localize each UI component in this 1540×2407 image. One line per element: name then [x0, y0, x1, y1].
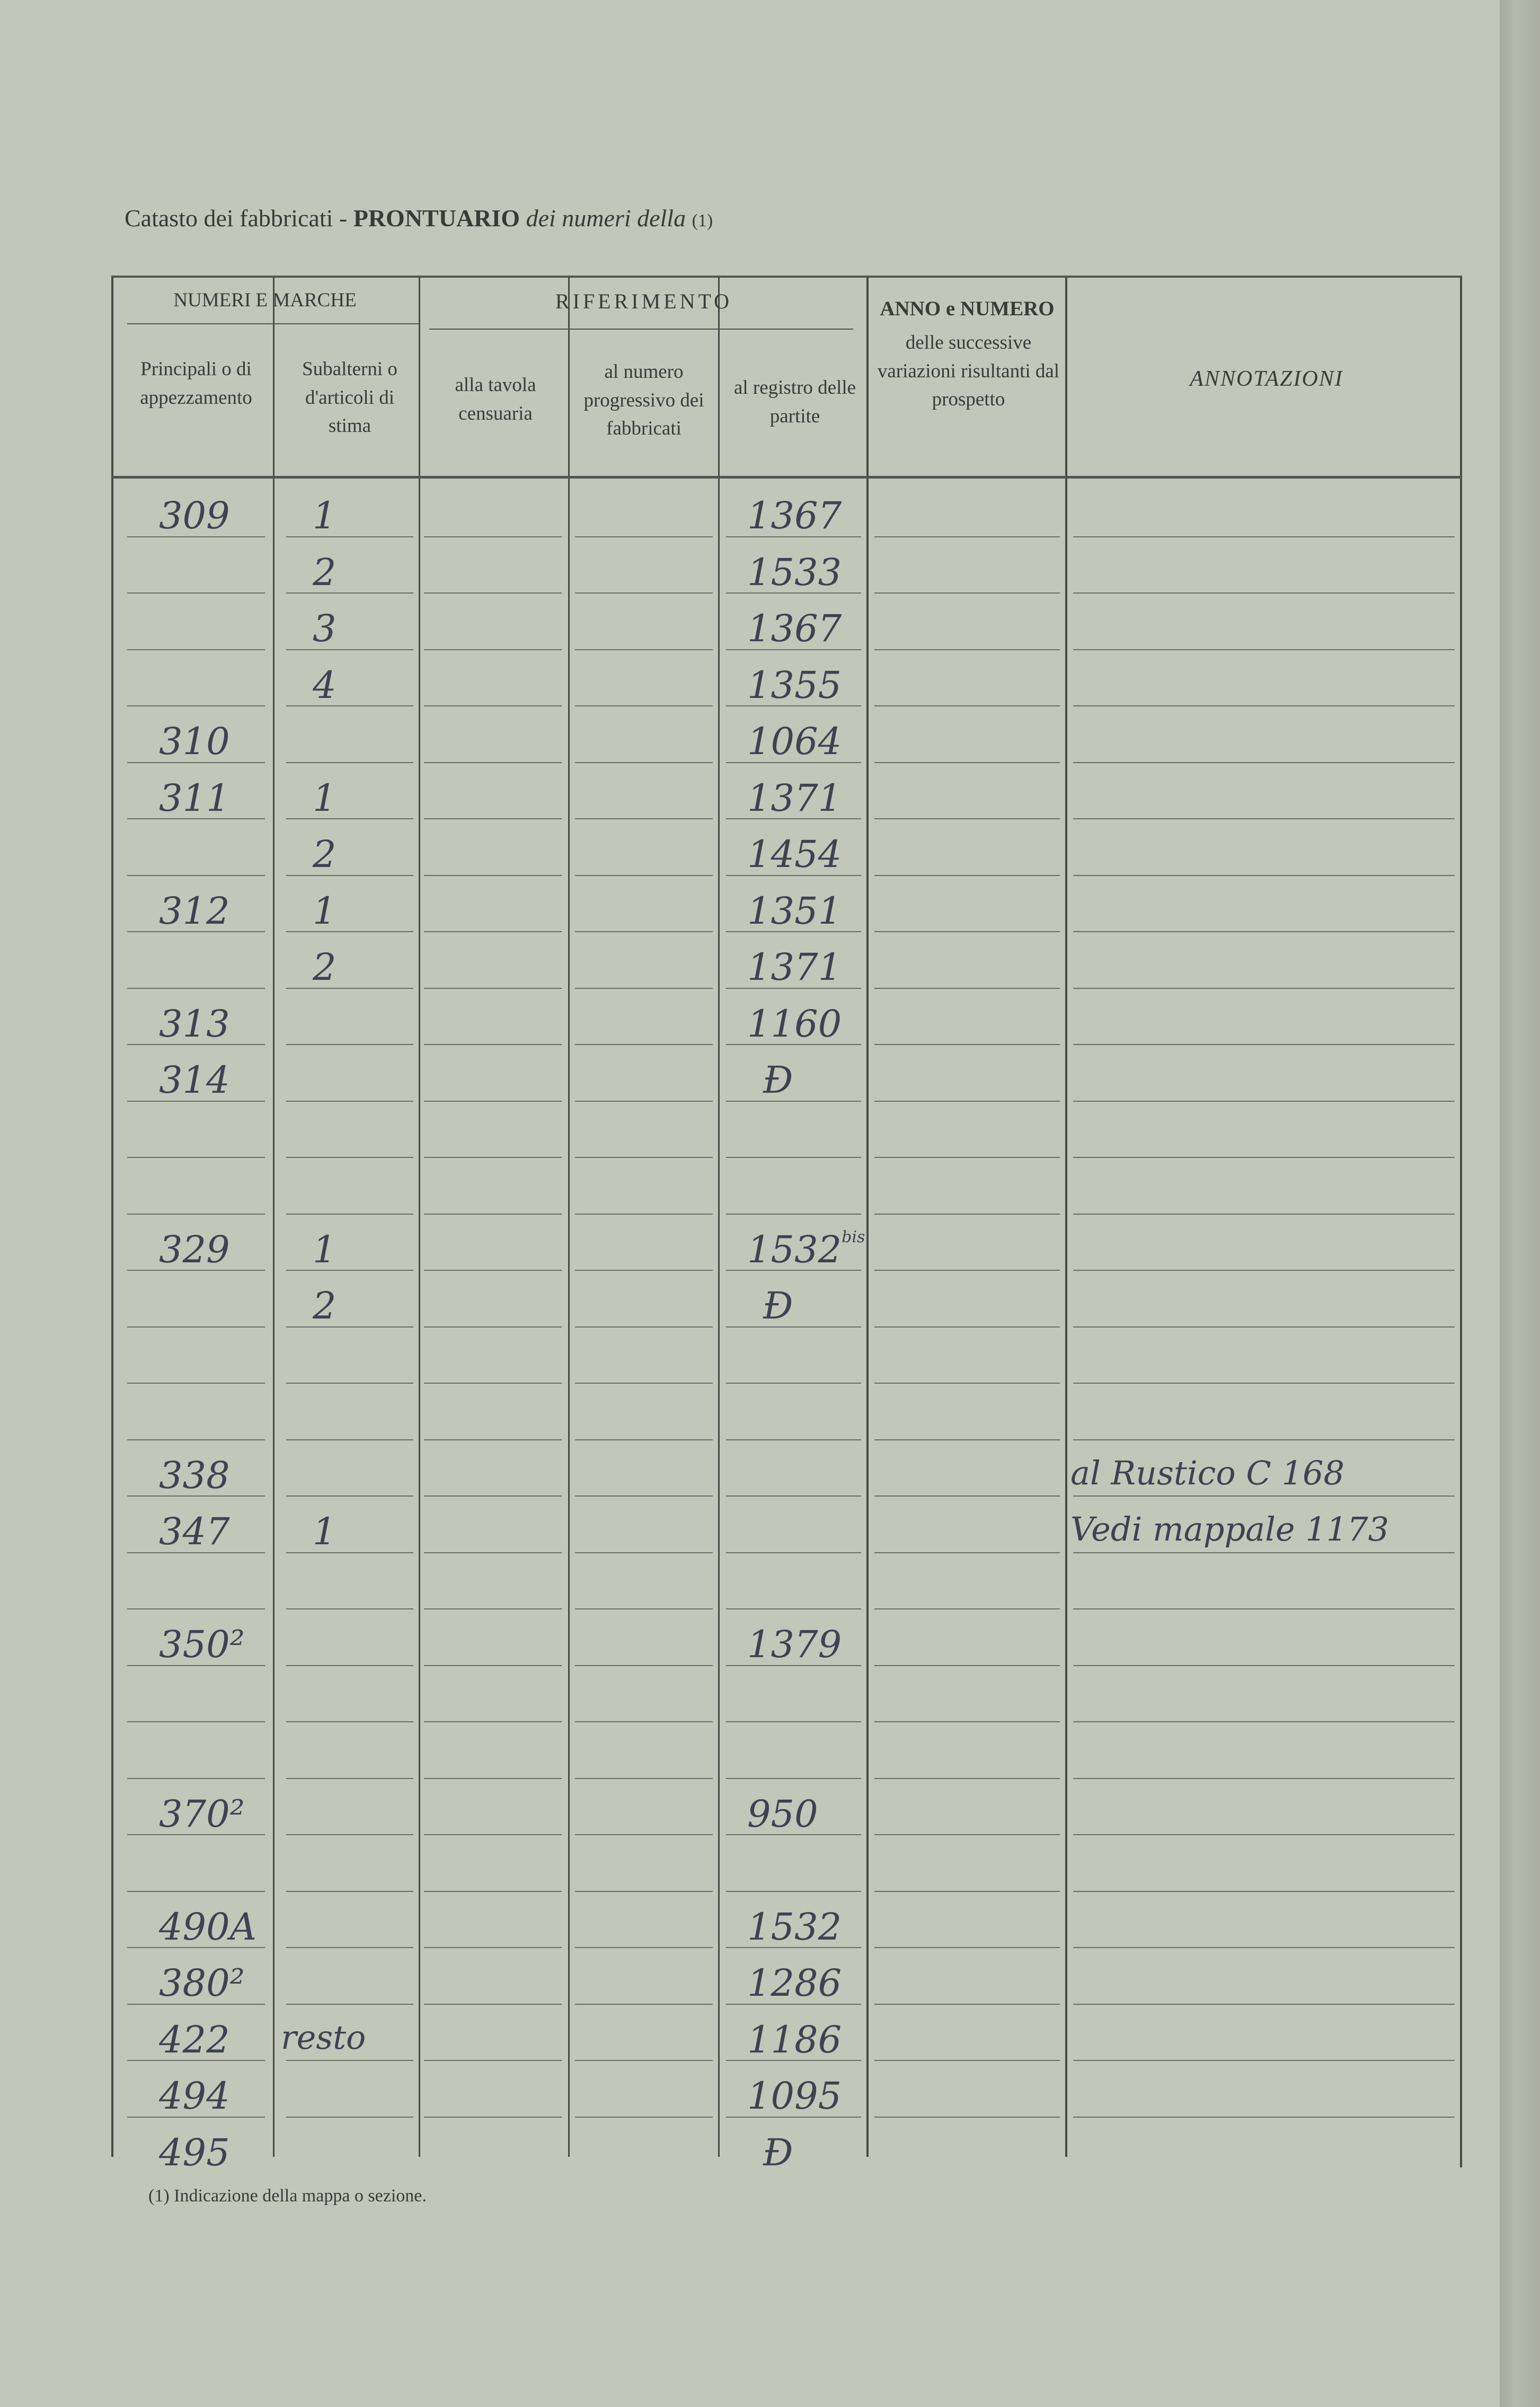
- principale-number: 350²: [159, 1623, 245, 1666]
- row-rule: [127, 1214, 265, 1215]
- row-rule: [726, 1326, 861, 1328]
- registro-superscript: bis: [842, 1227, 865, 1246]
- row-rule: [424, 2060, 562, 2061]
- principale-number: 329: [159, 1227, 230, 1271]
- col-subalterni: Subalterni o d'articoli di stima: [302, 358, 397, 437]
- row-rule: [127, 1157, 265, 1158]
- row-rule: [726, 1608, 861, 1609]
- row-rule: [1073, 1665, 1455, 1666]
- row-rule: [874, 1044, 1060, 1045]
- registro-partita: 1371: [747, 945, 842, 989]
- row-rule: [424, 1270, 562, 1271]
- row-rule: [1073, 762, 1455, 763]
- row-rule: [575, 2060, 713, 2061]
- row-rule: [286, 818, 413, 819]
- row-rule: [575, 1383, 713, 1384]
- row-rule: [286, 988, 413, 989]
- row-rule: [286, 1552, 413, 1553]
- row-rule: [575, 1270, 713, 1271]
- row-rule: [874, 1947, 1060, 1948]
- row-rule: [286, 1326, 413, 1328]
- row-rule: [424, 1495, 562, 1497]
- row-rule: [726, 1101, 861, 1102]
- row-rule: [1073, 1383, 1455, 1384]
- registro-partita: 1064: [747, 720, 842, 763]
- row-rule: [286, 2117, 413, 2118]
- annotation-note: al Rustico C 168: [1070, 1453, 1344, 1492]
- row-rule: [286, 1665, 413, 1666]
- row-rule: [1073, 1214, 1455, 1215]
- row-rule: [1073, 2117, 1455, 2118]
- row-rule: [286, 705, 413, 706]
- registro-partita: $1532^{bis}$: [747, 1227, 865, 1271]
- col-divider: [419, 276, 420, 2157]
- row-rule: [1073, 1101, 1455, 1102]
- row-rule: [726, 1495, 861, 1497]
- row-rule: [575, 2004, 713, 2005]
- table-border-right: [1460, 276, 1462, 2167]
- registro-partita: 1160: [747, 1002, 842, 1046]
- row-rule: [286, 1157, 413, 1158]
- row-rule: [424, 1439, 562, 1440]
- row-rule: [575, 649, 713, 650]
- row-rule: [286, 762, 413, 763]
- row-rule: [424, 1778, 562, 1779]
- row-rule: [127, 1721, 265, 1722]
- row-rule: [1073, 875, 1455, 876]
- row-rule: [286, 1834, 413, 1835]
- row-rule: [1073, 592, 1455, 594]
- row-rule: [286, 1495, 413, 1497]
- row-rule: [286, 1891, 413, 1892]
- page-header: [125, 204, 1078, 241]
- registro-partita: 1379: [747, 1623, 842, 1666]
- row-rule: [726, 1778, 861, 1779]
- principale-number: 490A: [159, 1905, 257, 1949]
- row-rule: [286, 592, 413, 594]
- row-rule: [127, 592, 265, 594]
- row-rule: [1073, 1552, 1455, 1553]
- row-rule: [874, 1778, 1060, 1779]
- row-rule: [424, 705, 562, 706]
- header-group-underline: [429, 329, 853, 330]
- principale-number: 347: [159, 1510, 230, 1553]
- row-rule: [286, 1439, 413, 1440]
- row-rule: [424, 1044, 562, 1045]
- row-rule: [575, 2117, 713, 2118]
- principale-number: 495: [159, 2130, 230, 2174]
- row-rule: [874, 988, 1060, 989]
- row-rule: [127, 1326, 265, 1328]
- col-annotazioni: ANNOTAZIONI: [1190, 367, 1343, 391]
- row-rule: [575, 1439, 713, 1440]
- group-numeri-e-marche: NUMERI E MARCHE: [173, 289, 357, 311]
- row-rule: [1073, 1326, 1455, 1328]
- row-rule: [286, 2004, 413, 2005]
- row-rule: [424, 1101, 562, 1102]
- row-rule: [874, 1439, 1060, 1440]
- subalterno-number: 1: [313, 889, 337, 933]
- row-rule: [575, 1552, 713, 1553]
- row-rule: [424, 931, 562, 932]
- row-rule: [424, 1326, 562, 1328]
- row-rule: [575, 988, 713, 989]
- row-rule: [1073, 1778, 1455, 1779]
- row-rule: [874, 1834, 1060, 1835]
- row-rule: [874, 1721, 1060, 1722]
- subalterno-number: resto: [281, 2017, 366, 2057]
- row-rule: [874, 1665, 1060, 1666]
- row-rule: [424, 2117, 562, 2118]
- row-rule: [127, 875, 265, 876]
- row-rule: [1073, 1157, 1455, 1158]
- row-rule: [726, 1552, 861, 1553]
- subalterno-number: 1: [313, 1510, 337, 1553]
- row-rule: [874, 1326, 1060, 1328]
- row-rule: [874, 1495, 1060, 1497]
- row-rule: [1073, 1044, 1455, 1045]
- registro-partita: 1532: [747, 1905, 842, 1949]
- registro-partita: 1371: [747, 776, 842, 820]
- row-rule: [575, 1891, 713, 1892]
- table-top-border: [111, 276, 1462, 278]
- row-rule: [726, 1157, 861, 1158]
- row-rule: [575, 1044, 713, 1045]
- row-rule: [874, 592, 1060, 594]
- row-rule: [286, 1044, 413, 1045]
- row-rule: [424, 1608, 562, 1609]
- row-rule: [424, 1214, 562, 1215]
- header-note-ref: (1): [692, 211, 713, 231]
- col-anno-numero-title: ANNO e NUMERO: [880, 297, 1055, 320]
- row-rule: [726, 1214, 861, 1215]
- subalterno-number: 1: [313, 494, 337, 537]
- row-rule: [726, 1383, 861, 1384]
- row-rule: [575, 1721, 713, 1722]
- row-rule: [424, 1157, 562, 1158]
- row-rule: [575, 1834, 713, 1835]
- row-rule: [575, 1495, 713, 1497]
- row-rule: [874, 2117, 1060, 2118]
- row-rule: [127, 705, 265, 706]
- col-tavola-censuaria: alla tavola censuaria: [455, 374, 536, 424]
- col-numero-progressivo: al numero progressivo dei fabbricati: [583, 361, 704, 440]
- row-rule: [127, 1778, 265, 1779]
- header-suffix: dei numeri della: [520, 205, 692, 232]
- row-rule: [874, 1270, 1060, 1271]
- row-rule: [726, 1439, 861, 1440]
- row-rule: [726, 1721, 861, 1722]
- header-title: PRONTUARIO: [353, 205, 520, 232]
- col-divider: [718, 276, 720, 2157]
- row-rule: [127, 1608, 265, 1609]
- row-rule: [874, 875, 1060, 876]
- table-border-left: [111, 276, 113, 2157]
- row-rule: [575, 1778, 713, 1779]
- row-rule: [424, 875, 562, 876]
- principale-number: 309: [159, 494, 230, 537]
- subalterno-number: 1: [313, 776, 337, 820]
- col-principali: Principali o di appezzamento: [140, 358, 252, 409]
- subalterno-number: 2: [313, 1284, 337, 1328]
- col-registro-partite: al registro delle partite: [733, 377, 856, 427]
- row-rule: [127, 1891, 265, 1892]
- subalterno-number: 3: [313, 607, 337, 650]
- row-rule: [424, 1665, 562, 1666]
- row-rule: [726, 1891, 861, 1892]
- row-rule: [286, 649, 413, 650]
- row-rule: [1073, 536, 1455, 537]
- row-rule: [286, 931, 413, 932]
- row-rule: [874, 762, 1060, 763]
- row-rule: [286, 1383, 413, 1384]
- registro-partita: 1355: [747, 663, 842, 707]
- row-rule: [874, 1157, 1060, 1158]
- row-rule: [1073, 2004, 1455, 2005]
- row-rule: [874, 1101, 1060, 1102]
- row-rule: [424, 1552, 562, 1553]
- row-rule: [286, 1778, 413, 1779]
- registro-partita: 950: [747, 1792, 818, 1836]
- registro-partita: 1351: [747, 889, 842, 933]
- row-rule: [1073, 1439, 1455, 1440]
- row-rule: [286, 1214, 413, 1215]
- page-edge: [1500, 0, 1540, 2407]
- subalterno-number: 1: [313, 1227, 337, 1271]
- principale-number: 311: [159, 776, 230, 820]
- row-rule: [874, 931, 1060, 932]
- row-rule: [874, 536, 1060, 537]
- row-rule: [575, 1157, 713, 1158]
- principale-number: 370²: [159, 1792, 245, 1836]
- annotation-note: Vedi mappale 1173: [1070, 1510, 1389, 1548]
- registro-partita: Ð: [763, 1058, 793, 1102]
- row-rule: [1073, 1608, 1455, 1609]
- row-rule: [127, 988, 265, 989]
- row-rule: [286, 875, 413, 876]
- registro-partita: 1454: [747, 833, 842, 876]
- row-rule: [1073, 705, 1455, 706]
- row-rule: [575, 1947, 713, 1948]
- row-rule: [286, 1101, 413, 1102]
- row-rule: [424, 1834, 562, 1835]
- row-rule: [424, 592, 562, 594]
- row-rule: [424, 1891, 562, 1892]
- footnote: (1) Indicazione della mappa o sezione.: [148, 2186, 427, 2206]
- row-rule: [575, 1326, 713, 1328]
- row-rule: [575, 818, 713, 819]
- row-rule: [1073, 988, 1455, 989]
- row-rule: [286, 1947, 413, 1948]
- registro-partita: 1533: [747, 550, 842, 594]
- row-rule: [127, 1439, 265, 1440]
- col-divider: [1065, 276, 1067, 2157]
- row-rule: [1073, 1834, 1455, 1835]
- group-riferimento: RIFERIMENTO: [555, 289, 733, 313]
- row-rule: [286, 1721, 413, 1722]
- row-rule: [1073, 649, 1455, 650]
- col-divider: [568, 276, 570, 2157]
- subalterno-number: 2: [313, 833, 337, 876]
- row-rule: [424, 818, 562, 819]
- row-rule: [286, 2060, 413, 2061]
- row-rule: [874, 1552, 1060, 1553]
- registro-partita: Ð: [763, 2130, 793, 2174]
- principale-number: 338: [159, 1453, 230, 1497]
- subalterno-number: 2: [313, 945, 337, 989]
- row-rule: [1073, 1270, 1455, 1271]
- row-rule: [127, 1383, 265, 1384]
- row-rule: [424, 649, 562, 650]
- row-rule: [575, 1214, 713, 1215]
- row-rule: [1073, 931, 1455, 932]
- registro-partita: 1367: [747, 494, 842, 537]
- row-rule: [1073, 1947, 1455, 1948]
- row-rule: [424, 1383, 562, 1384]
- row-rule: [575, 931, 713, 932]
- row-rule: [1073, 2060, 1455, 2061]
- row-rule: [575, 1101, 713, 1102]
- row-rule: [874, 705, 1060, 706]
- row-rule: [424, 1721, 562, 1722]
- row-rule: [127, 649, 265, 650]
- registro-partita: Ð: [763, 1284, 793, 1328]
- col-variazioni: delle successive variazioni risultanti dal prospetto: [877, 332, 1060, 411]
- row-rule: [874, 649, 1060, 650]
- row-rule: [1073, 1721, 1455, 1722]
- header-bottom-border: [111, 476, 1462, 479]
- row-rule: [1073, 1495, 1455, 1497]
- principale-number: 422: [159, 2017, 230, 2061]
- header-prefix: Catasto dei fabbricati -: [125, 205, 353, 232]
- principale-number: 494: [159, 2074, 230, 2118]
- register-table: [111, 276, 1468, 2174]
- row-rule: [874, 2004, 1060, 2005]
- row-rule: [874, 818, 1060, 819]
- principale-number: 313: [159, 1002, 230, 1046]
- row-rule: [575, 592, 713, 594]
- row-rule: [874, 1608, 1060, 1609]
- header-group-underline: [127, 323, 419, 324]
- row-rule: [575, 705, 713, 706]
- subalterno-number: 4: [313, 663, 337, 707]
- subalterno-number: 2: [313, 550, 337, 594]
- row-rule: [1073, 1891, 1455, 1892]
- row-rule: [424, 988, 562, 989]
- principale-number: 310: [159, 720, 230, 763]
- row-rule: [874, 1891, 1060, 1892]
- row-rule: [1073, 818, 1455, 819]
- col-divider: [866, 276, 869, 2157]
- row-rule: [286, 1608, 413, 1609]
- row-rule: [575, 762, 713, 763]
- row-rule: [424, 536, 562, 537]
- row-rule: [874, 1383, 1060, 1384]
- registro-partita: 1367: [747, 607, 842, 650]
- row-rule: [575, 875, 713, 876]
- principale-number: 312: [159, 889, 230, 933]
- row-rule: [575, 1608, 713, 1609]
- registro-partita: 1286: [747, 1961, 842, 2005]
- principale-number: 314: [159, 1058, 230, 1102]
- row-rule: [424, 2004, 562, 2005]
- row-rule: [575, 536, 713, 537]
- row-rule: [575, 1665, 713, 1666]
- row-rule: [424, 1947, 562, 1948]
- row-rule: [424, 762, 562, 763]
- col-divider: [273, 276, 275, 2157]
- row-rule: [286, 536, 413, 537]
- row-rule: [874, 1214, 1060, 1215]
- row-rule: [286, 1270, 413, 1271]
- registro-partita: 1186: [747, 2017, 842, 2061]
- principale-number: 380²: [159, 1961, 245, 2005]
- row-rule: [874, 2060, 1060, 2061]
- registro-partita: 1095: [747, 2074, 842, 2118]
